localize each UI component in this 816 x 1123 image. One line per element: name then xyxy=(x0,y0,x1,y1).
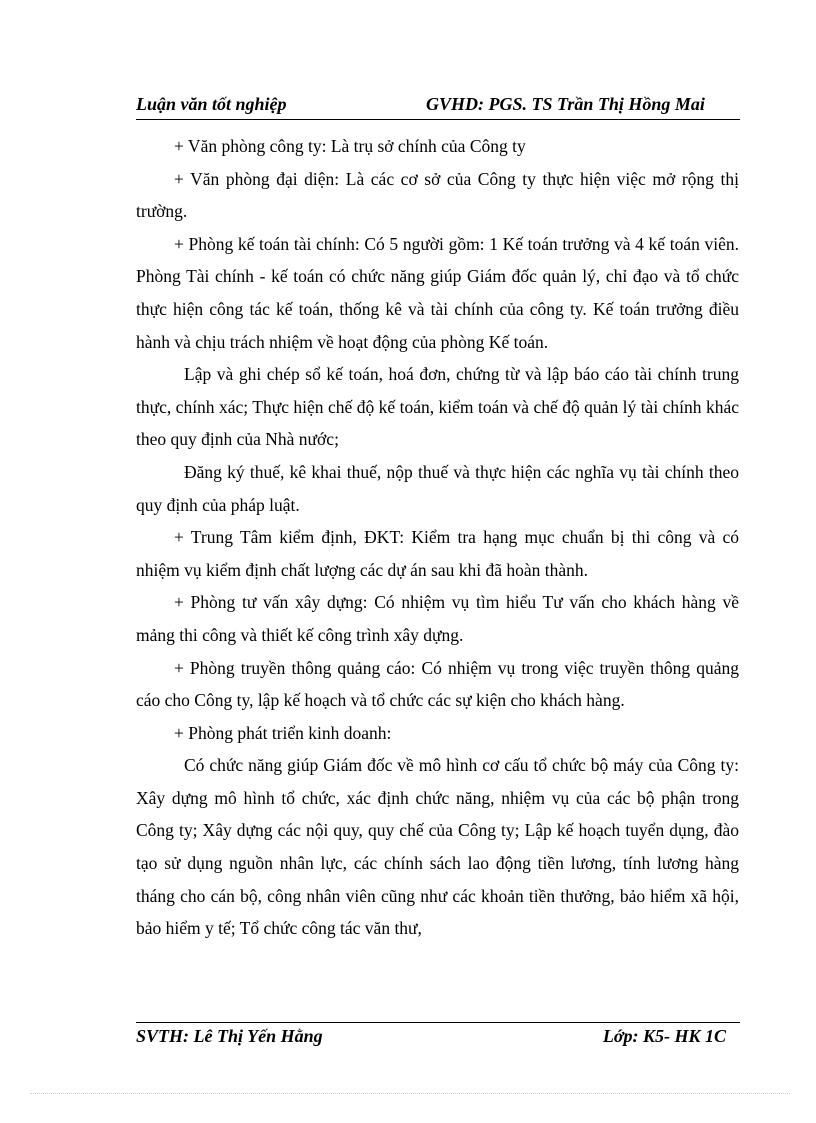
page-bottom-dotted-rule xyxy=(30,1093,790,1094)
footer-class: Lớp: K5- HK 1C xyxy=(602,1026,726,1046)
paragraph-inspection-center: + Trung Tâm kiểm định, ĐKT: Kiểm tra hạng mục chuẩn bị thi công và có nhiệm vụ kiểm định chất lượng các dự án sau khi đã hoàn thành. xyxy=(136,527,739,580)
header-divider xyxy=(136,119,740,120)
page-footer xyxy=(136,1026,740,1052)
footer-divider xyxy=(136,1022,740,1023)
paragraph-construction-consulting: + Phòng tư vấn xây dựng: Có nhiệm vụ tìm hiểu Tư vấn cho khách hàng về mảng thi công và thiết kế công trình xây dựng. xyxy=(136,592,739,645)
paragraph-media-advertising: + Phòng truyền thông quảng cáo: Có nhiệm vụ trong việc truyền thông quảng cáo cho Công ty, lập kế hoạch và tổ chức các sự kiện cho khách hàng. xyxy=(136,657,739,711)
header-supervisor: GVHD: PGS. TS Trần Thị Hồng Mai xyxy=(426,94,705,114)
paragraph-accounting-records: Lập và ghi chép sổ kế toán, hoá đơn, chứng từ và lập báo cáo tài chính trung thực, chính xác; Thực hiện chế độ kế toán, kiểm toán và chế độ quản lý tài chính khác theo quy định của Nhà nước; xyxy=(136,364,739,450)
paragraph-business-development: + Phòng phát triển kinh doanh: xyxy=(174,722,392,743)
paragraph-accounting-department: + Phòng kế toán tài chính: Có 5 người gồm: 1 Kế toán trưởng và 4 kế toán viên. Phòng Tài chính - kế toán có chức năng giúp Giám đốc quản lý, chỉ đạo và tổ chức thực hiện công tác kế toán, thống kê và tài chính của công ty. Kế toán trưởng điều hành và chịu trách nhiệm về hoạt động của phòng Kế toán. xyxy=(136,233,739,352)
document-body xyxy=(136,130,739,945)
header-thesis-title: Luận văn tốt nghiệp xyxy=(136,94,287,114)
footer-student: SVTH: Lê Thị Yến Hằng xyxy=(136,1026,323,1046)
paragraph-tax-registration: Đăng ký thuế, kê khai thuế, nộp thuế và thực hiện các nghĩa vụ tài chính theo quy định của pháp luật. xyxy=(136,461,739,515)
paragraph-head-office: + Văn phòng công ty: Là trụ sở chính của Công ty xyxy=(174,136,526,156)
paragraph-business-development-functions: Có chức năng giúp Giám đốc về mô hình cơ cấu tổ chức bộ máy của Công ty: Xây dựng mô hình tổ chức, xác định chức năng, nhiệm vụ của các bộ phận trong Công ty; Xây dựng các nội quy, quy chế của Công ty; Lập kế hoạch tuyển dụng, đào tạo sử dụng nguồn nhân lực, các chính sách lao động tiền lương, tính lương hàng tháng cho cán bộ, công nhân viên cũng như các khoản tiền thưởng, bảo hiểm xã hội, bảo hiểm y tế; Tổ chức công tác văn thư, xyxy=(136,755,739,939)
page-header xyxy=(136,92,740,118)
paragraph-representative-office: + Văn phòng đại diện: Là các cơ sở của Công ty thực hiện việc mở rộng thị trường. xyxy=(136,168,739,222)
